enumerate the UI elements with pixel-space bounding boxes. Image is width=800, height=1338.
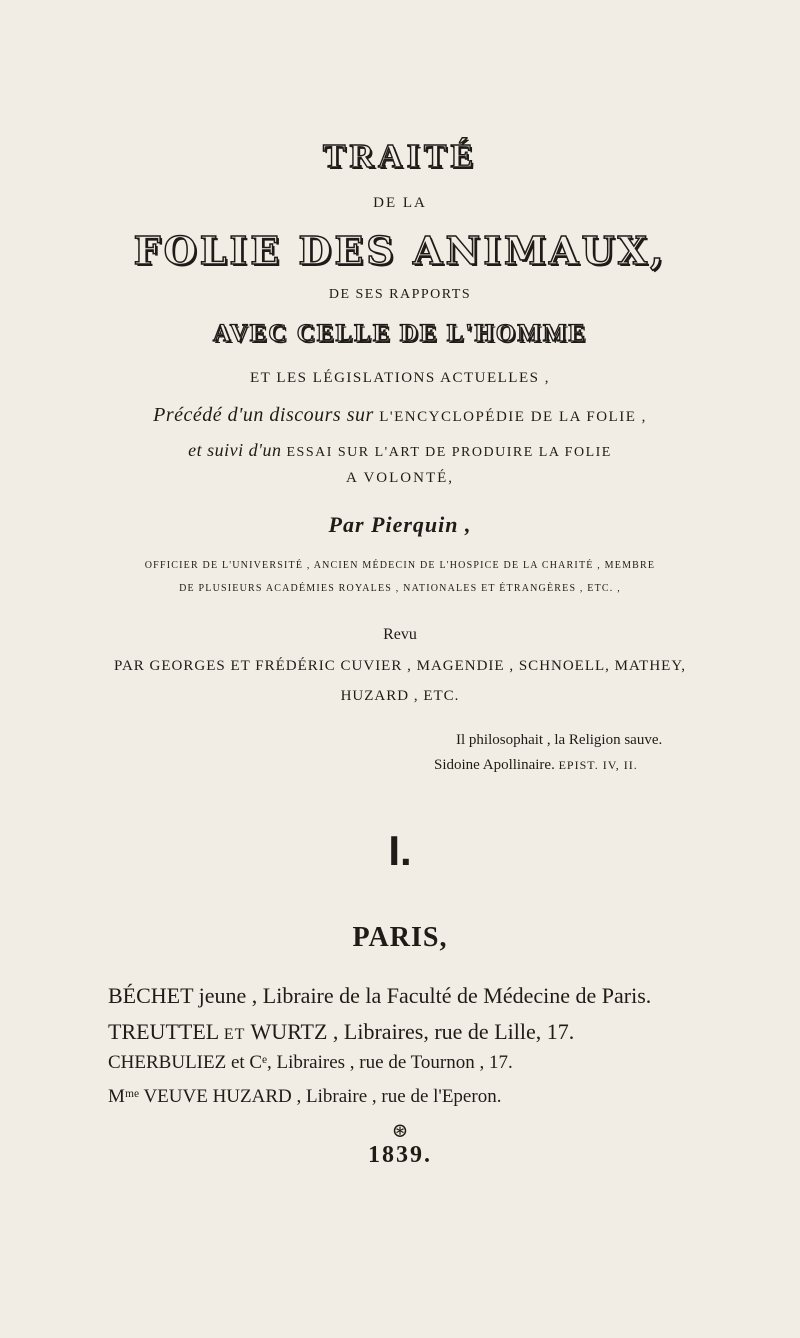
title-subject: FOLIE DES ANIMAUX, — [133, 228, 667, 273]
epigraph-source — [434, 757, 638, 774]
review-by-2: HUZARD , ETC. — [340, 688, 460, 704]
publisher-line-1 — [108, 983, 651, 1009]
author-byline: Par Pierquin , — [328, 512, 472, 537]
epigraph-source-name: Sidoine Apollinaire. — [434, 757, 555, 773]
ornament-icon: ⊛ — [391, 1120, 409, 1142]
subtitle-suivi-rest: ESSAI SUR L'ART DE PRODUIRE LA FOLIE — [286, 445, 612, 460]
subtitle-suivi-italic: et suivi d'un — [188, 440, 282, 460]
subtitle-suivi — [0, 440, 800, 461]
publisher-line-4 — [108, 1086, 501, 1108]
title-rapports: DE SES RAPPORTS — [328, 287, 472, 302]
publisher-name: TREUTTEL — [108, 1019, 219, 1044]
publisher-line-3 — [108, 1052, 513, 1074]
volume-number: I. — [388, 827, 412, 874]
publisher-detail: , Libraire , rue de l'Eperon. — [291, 1086, 502, 1107]
epigraph-source-ref: EPIST. IV, II. — [558, 758, 638, 772]
subtitle-precede — [0, 404, 800, 427]
subtitle-volonte: A VOLONTÉ, — [345, 470, 455, 486]
publisher-detail: jeune , Libraire de la Faculté de Médecine de Paris. — [193, 983, 652, 1008]
title-de-la: DE LA — [373, 195, 427, 211]
epigraph-quote: Il philosophait , la Religion sauve. — [456, 732, 663, 748]
author-credentials-1: OFFICIER DE L'UNIVERSITÉ , ANCIEN MÉDECIN DE L'HOSPICE DE LA CHARITÉ , MEMBRE — [144, 560, 656, 571]
publisher-detail: WURTZ , Libraires, rue de Lille, 17. — [250, 1019, 575, 1044]
title-traite: TRAITÉ — [322, 138, 478, 175]
publisher-conjunction: ET — [223, 1026, 246, 1043]
imprint-city: PARIS, — [352, 922, 448, 953]
imprint-year: 1839. — [368, 1142, 432, 1168]
title-legislations: ET LES LÉGISLATIONS ACTUELLES , — [250, 370, 550, 386]
review-by-1: PAR GEORGES ET FRÉDÉRIC CUVIER , MAGENDIE , SCHNOELL, MATHEY, — [113, 658, 686, 674]
subtitle-precede-italic: Précédé d'un discours sur — [153, 404, 374, 426]
subtitle-precede-rest: L'ENCYCLOPÉDIE DE LA FOLIE , — [379, 409, 647, 425]
publisher-name: BÉCHET — [108, 983, 194, 1008]
publisher-line-2 — [108, 1019, 574, 1045]
publisher-name: Mᵐᵉ VEUVE HUZARD — [108, 1086, 292, 1107]
publisher-detail: et Cᵉ, Libraires , rue de Tournon , 17. — [226, 1052, 513, 1073]
title-avec: AVEC CELLE DE L'HOMME — [212, 320, 588, 347]
author-credentials-2: DE PLUSIEURS ACADÉMIES ROYALES , NATIONALES ET ÉTRANGÈRES , ETC. , — [179, 583, 621, 594]
review-label: Revu — [383, 626, 417, 643]
publisher-name: CHERBULIEZ — [108, 1052, 227, 1073]
